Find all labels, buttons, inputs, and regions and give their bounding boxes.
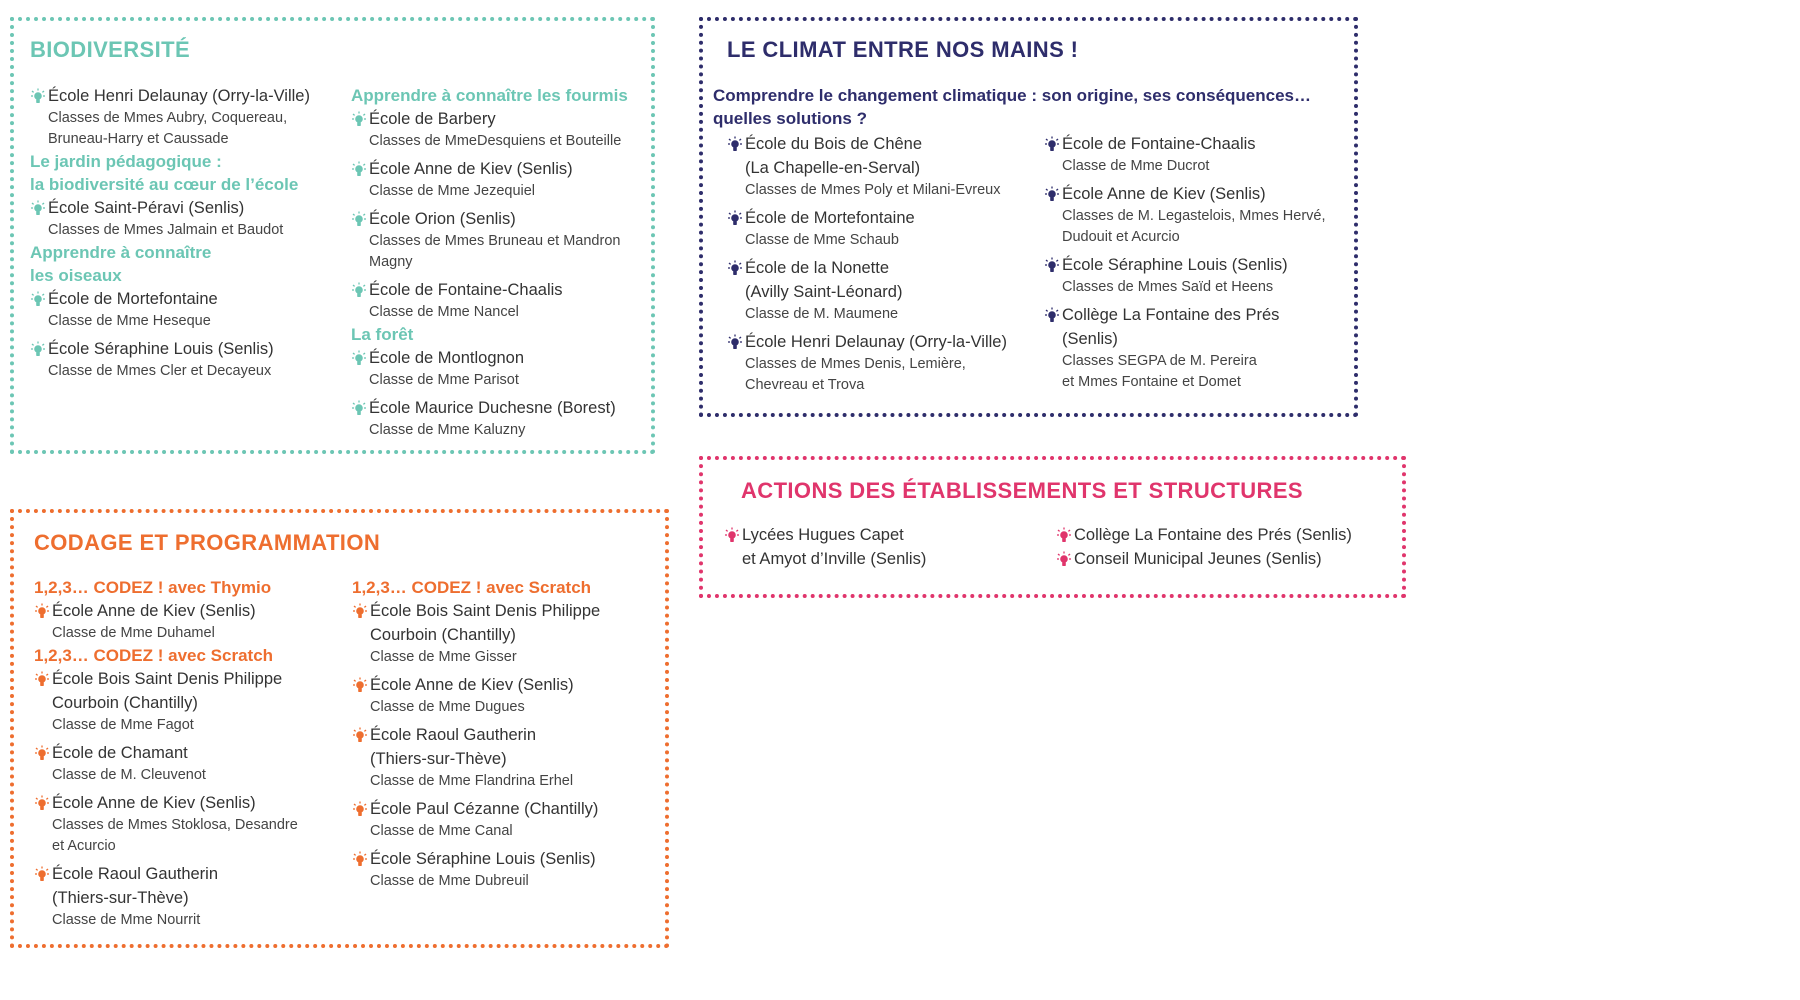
- climat-title: LE CLIMAT ENTRE NOS MAINS !: [727, 37, 1079, 62]
- biodiversite-column-1: [30, 84, 330, 382]
- school-name: École de Montlognon: [351, 346, 651, 370]
- class-list: Classes de Mmes Bruneau et Mandron Magny: [369, 233, 621, 270]
- school-name: École Anne de Kiev (Senlis): [351, 157, 651, 181]
- class-list: Classe de Mmes Cler et Decayeux: [48, 363, 272, 379]
- school-name: École Anne de Kiev (Senlis): [1044, 182, 1344, 206]
- class-list: Classe de Mme Duhamel: [52, 625, 215, 641]
- lightbulb-icon: [728, 210, 742, 226]
- school-name: Collège La Fontaine des Prés (Senlis): [1044, 303, 1344, 351]
- lightbulb-icon: [352, 400, 366, 416]
- lightbulb-icon: [353, 801, 367, 817]
- section-subtitle: La forêt: [351, 325, 414, 344]
- school-name: École Raoul Gautherin (Thiers-sur-Thève): [34, 862, 334, 910]
- section-subtitle: 1,2,3… CODEZ ! avec Scratch: [34, 646, 274, 665]
- class-list: Classe de Mme Gisser: [370, 649, 517, 665]
- climat-column-1: [727, 132, 1037, 396]
- school-name: École Séraphine Louis (Senlis): [1044, 253, 1344, 277]
- biodiversite-panel: [10, 17, 655, 454]
- climat-column-2: [1044, 132, 1344, 393]
- school-name: École Raoul Gautherin (Thiers-sur-Thève): [352, 723, 652, 771]
- lightbulb-icon: [1045, 307, 1059, 323]
- class-list: Classe de M. Cleuvenot: [52, 767, 206, 783]
- school-name: École Bois Saint Denis Philippe Courboin (Chantilly): [352, 599, 652, 647]
- lightbulb-icon: [35, 866, 49, 882]
- lightbulb-icon: [353, 603, 367, 619]
- class-list: Classes de Mmes Saïd et Heens: [1062, 279, 1274, 295]
- class-list: Classe de Mme Flandrina Erhel: [370, 773, 574, 789]
- class-list: Classes SEGPA de M. Pereira et Mmes Fontaine et Domet: [1062, 353, 1257, 390]
- lightbulb-icon: [35, 671, 49, 687]
- school-name: École de la Nonette (Avilly Saint-Léonard): [727, 256, 1037, 304]
- lightbulb-icon: [353, 851, 367, 867]
- codage-column-2: [352, 576, 652, 892]
- biodiversite-title: BIODIVERSITÉ: [30, 37, 191, 62]
- school-name: École Anne de Kiev (Senlis): [34, 791, 334, 815]
- class-list: Classe de Mme Schaub: [745, 232, 899, 248]
- actions-title: ACTIONS DES ÉTABLISSEMENTS ET STRUCTURES: [741, 478, 1303, 503]
- actions-panel: [699, 456, 1406, 598]
- lightbulb-icon: [352, 350, 366, 366]
- school-name: École Maurice Duchesne (Borest): [351, 396, 651, 420]
- school-name: École de Fontaine-Chaalis: [351, 278, 651, 302]
- school-name: École de Barbery: [351, 107, 651, 131]
- lightbulb-icon: [352, 211, 366, 227]
- section-subtitle: 1,2,3… CODEZ ! avec Scratch: [352, 578, 592, 597]
- lightbulb-icon: [31, 200, 45, 216]
- section-subtitle: Apprendre à connaître les fourmis: [351, 86, 628, 105]
- lightbulb-icon: [353, 677, 367, 693]
- school-name: École de Chamant: [34, 741, 334, 765]
- class-list: Classes de Mmes Jalmain et Baudot: [48, 222, 284, 238]
- lightbulb-icon: [728, 334, 742, 350]
- lightbulb-icon: [35, 745, 49, 761]
- school-name: École Bois Saint Denis Philippe Courboin (Chantilly): [34, 667, 334, 715]
- school-name: École de Mortefontaine: [727, 206, 1037, 230]
- class-list: Classes de Mmes Poly et Milani-Evreux: [745, 182, 1001, 198]
- lightbulb-icon: [1057, 551, 1071, 567]
- class-list: Classes de Mmes Denis, Lemière, Chevreau et Trova: [745, 356, 966, 393]
- lightbulb-icon: [725, 527, 739, 543]
- biodiversite-column-2: [351, 84, 651, 441]
- section-subtitle: Apprendre à connaître les oiseaux: [30, 243, 212, 285]
- school-name: École de Mortefontaine: [30, 287, 330, 311]
- lightbulb-icon: [35, 603, 49, 619]
- class-list: Classe de Mme Kaluzny: [369, 422, 526, 438]
- actions-column-1: [724, 523, 1044, 571]
- codage-column-1: [34, 576, 334, 931]
- lightbulb-icon: [728, 260, 742, 276]
- lightbulb-icon: [31, 88, 45, 104]
- lightbulb-icon: [1057, 527, 1071, 543]
- codage-panel: [10, 509, 669, 948]
- class-list: Classe de Mme Heseque: [48, 313, 211, 329]
- class-list: Classes de MmeDesquiens et Bouteille: [369, 133, 622, 149]
- section-subtitle: Le jardin pédagogique : la biodiversité au cœur de l’école: [30, 152, 299, 194]
- lightbulb-icon: [352, 161, 366, 177]
- structure-name: Collège La Fontaine des Prés (Senlis): [1056, 523, 1396, 547]
- climat-panel: [699, 17, 1358, 417]
- class-list: Classe de Mme Dugues: [370, 699, 525, 715]
- lightbulb-icon: [728, 136, 742, 152]
- class-list: Classe de Mme Nourrit: [52, 912, 201, 928]
- actions-column-2: [1056, 523, 1396, 571]
- school-name: École Saint-Péravi (Senlis): [30, 196, 330, 220]
- class-list: Classe de Mme Parisot: [369, 372, 519, 388]
- school-name: École du Bois de Chêne (La Chapelle-en-Serval): [727, 132, 1037, 180]
- school-name: École Séraphine Louis (Senlis): [352, 847, 652, 871]
- class-list: Classes de Mmes Aubry, Coquereau, Bruneau-Harry et Caussade: [48, 110, 288, 147]
- class-list: Classe de Mme Dubreuil: [370, 873, 529, 889]
- class-list: Classe de Mme Fagot: [52, 717, 194, 733]
- school-name: École Orion (Senlis): [351, 207, 651, 231]
- class-list: Classe de Mme Ducrot: [1062, 158, 1210, 174]
- lightbulb-icon: [1045, 136, 1059, 152]
- class-list: Classe de M. Maumene: [745, 306, 899, 322]
- lightbulb-icon: [35, 795, 49, 811]
- climat-subtitle: Comprendre le changement climatique : son origine, ses conséquences… quelles solutions ?: [713, 86, 1311, 128]
- lightbulb-icon: [1045, 257, 1059, 273]
- school-name: École Séraphine Louis (Senlis): [30, 337, 330, 361]
- class-list: Classe de Mme Nancel: [369, 304, 519, 320]
- lightbulb-icon: [352, 282, 366, 298]
- school-name: École Anne de Kiev (Senlis): [34, 599, 334, 623]
- lightbulb-icon: [353, 727, 367, 743]
- school-name: École Paul Cézanne (Chantilly): [352, 797, 652, 821]
- school-name: École Henri Delaunay (Orry-la-Ville): [30, 84, 330, 108]
- lightbulb-icon: [31, 291, 45, 307]
- class-list: Classes de Mmes Stoklosa, Desandre et Acurcio: [52, 817, 298, 854]
- codage-title: CODAGE ET PROGRAMMATION: [34, 530, 381, 555]
- class-list: Classe de Mme Jezequiel: [369, 183, 536, 199]
- structure-name: Conseil Municipal Jeunes (Senlis): [1056, 547, 1396, 571]
- lightbulb-icon: [1045, 186, 1059, 202]
- class-list: Classes de M. Legastelois, Mmes Hervé, Dudouit et Acurcio: [1062, 208, 1326, 245]
- structure-name: Lycées Hugues Capet et Amyot d’Inville (Senlis): [724, 523, 1044, 571]
- school-name: École Anne de Kiev (Senlis): [352, 673, 652, 697]
- class-list: Classe de Mme Canal: [370, 823, 513, 839]
- school-name: École Henri Delaunay (Orry-la-Ville): [727, 330, 1037, 354]
- school-name: École de Fontaine-Chaalis: [1044, 132, 1344, 156]
- lightbulb-icon: [31, 341, 45, 357]
- lightbulb-icon: [352, 111, 366, 127]
- section-subtitle: 1,2,3… CODEZ ! avec Thymio: [34, 578, 272, 597]
